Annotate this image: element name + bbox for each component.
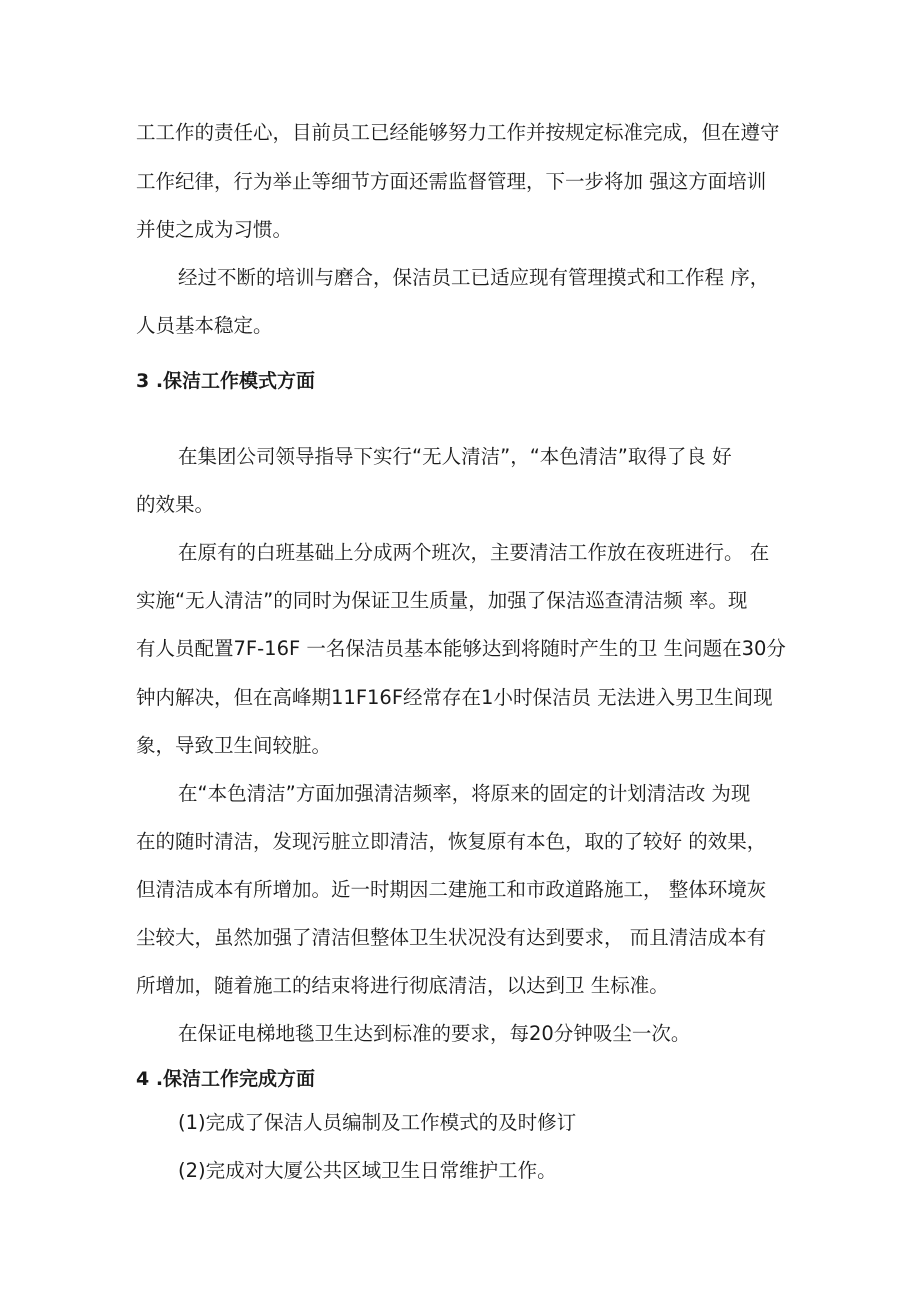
text-line: 在“本色清洁”方面加强清洁频率，将原来的固定的计划清洁改 为现 — [178, 782, 751, 805]
text-line: 钟内解决，但在高峰期11F16F经常存在1小时保洁员 无法进入男卫生间现 — [136, 686, 773, 709]
text-line: 在的随时清洁，发现污脏立即清洁，恢复原有本色，取的了较好 的效果， — [136, 830, 767, 853]
text-line: 实施“无人清洁”的同时为保证卫生质量，加强了保洁巡查清洁频 率。现 — [136, 589, 748, 612]
text-line: 在原有的白班基础上分成两个班次，主要清洁工作放在夜班进行。 在 — [178, 541, 770, 564]
text-line: 并使之成为习惯。 — [136, 218, 293, 241]
text-line: 的效果。 — [136, 493, 215, 516]
text-line: 有人员配置7F-16F 一名保洁员基本能够达到将随时产生的卫 生问题在30分 — [136, 637, 786, 660]
list-item: (1)完成了保洁人员编制及工作模式的及时修订 — [178, 1111, 577, 1134]
text-line: 在保证电梯地毯卫生达到标准的要求，每20分钟吸尘一次。 — [178, 1022, 691, 1045]
text-line: 象，导致卫生间较脏。 — [136, 734, 332, 757]
text-line: 在集团公司领导指导下实行“无人清洁”，“本色清洁”取得了良 好 — [178, 445, 732, 468]
text-line: 但清洁成本有所增加。近一时期因二建施工和市政道路施工， 整体环境灰 — [136, 878, 767, 901]
text-line: 工工作的责任心，目前员工已经能够努力工作并按规定标准完成，但在遵守 — [136, 121, 780, 144]
text-line: 经过不断的培训与磨合，保洁员工已适应现有管理摸式和工作程 序， — [178, 266, 770, 289]
text-line: 尘较大，虽然加强了清洁但整体卫生状况没有达到要求， 而且清洁成本有 — [136, 926, 767, 949]
text-line: 所增加，随着施工的结束将进行彻底清洁，以达到卫 生标准。 — [136, 974, 669, 997]
section-heading: 3 .保洁工作模式方面 — [136, 370, 316, 392]
list-item: (2)完成对大厦公共区域卫生日常维护工作。 — [178, 1159, 557, 1182]
section-heading: 4 .保洁工作完成方面 — [136, 1068, 316, 1090]
text-line: 人员基本稳定。 — [136, 314, 273, 337]
text-line: 工作纪律，行为举止等细节方面还需监督管理，下一步将加 强这方面培训 — [136, 170, 767, 193]
